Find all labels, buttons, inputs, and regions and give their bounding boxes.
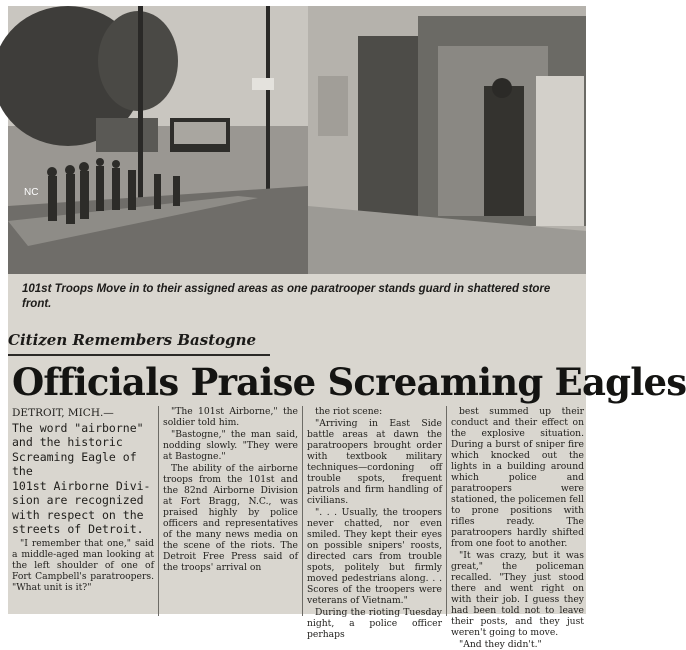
- paragraph: During the rioting Tuesday night, a police officer perhaps: [307, 607, 442, 640]
- dateline: DETROIT, MICH.—: [12, 407, 114, 419]
- kicker-underline: [8, 354, 270, 356]
- article-column-2: [163, 406, 298, 616]
- newspaper-clipping: [8, 6, 686, 650]
- article-column-4: [451, 406, 584, 650]
- news-photo: [8, 6, 586, 274]
- paragraph: "And they didn't.": [459, 639, 542, 650]
- column-divider: [302, 406, 303, 616]
- photo-caption: 101st Troops Move in to their assigned areas as one paratrooper stands guard in shattered store front.: [22, 283, 551, 310]
- kicker-heading: Citizen Remembers Bastogne: [8, 331, 257, 349]
- lead-line: Screaming Eagle of the: [12, 449, 137, 478]
- photo-marker-label: NC: [24, 187, 39, 198]
- article-column-1: [12, 406, 154, 616]
- article-column-3: [307, 406, 442, 640]
- headline: Officials Praise Screaming Eagles: [12, 360, 686, 404]
- paragraph: "It was crazy, but it was great," the policeman recalled. "They just stood there and went right on with their job. I guess they had been told not to leave their posts, and they just weren't going to move.: [451, 550, 584, 638]
- lead-line: and the historic: [12, 435, 123, 449]
- paragraph: ". . . Usually, the troopers never chatted, nor even smiled. They kept their eyes on possible snipers' roosts, directed cars from trouble spots, politely but firmly moved pedestrians along. . . Scores of the troopers were veterans of Vietnam.": [307, 507, 442, 606]
- lead-line: streets of Detroit.: [12, 522, 144, 536]
- column-divider: [446, 406, 447, 616]
- lead-line: 101st Airborne Divi-: [12, 478, 151, 493]
- paragraph: "Arriving in East Side battle areas at dawn the paratroopers brought order with textbook military techniques—cordoning off trouble spots, frequent patrols and firm handling of civilians.: [307, 418, 442, 506]
- lead-line: The word "airborne": [12, 420, 144, 435]
- paragraph: "The 101st Airborne," the soldier told him.: [163, 406, 298, 428]
- paragraph: "I remember that one," said a middle-aged man looking at the left shoulder of one of Fort Campbell's paratroopers. "What unit is it?": [12, 537, 154, 593]
- street-scene-photo: [8, 6, 586, 274]
- lead-line: sion are recognized: [12, 493, 144, 507]
- lead-line: with respect on the: [12, 507, 144, 522]
- paragraph: the riot scene:: [315, 406, 383, 417]
- column-divider: [158, 406, 159, 616]
- paragraph: best summed up their conduct and their effect on the explosive situation. During a burst of sniper fire which knocked out the lights in a building around which police and paratroopers were stationed, the policemen fell to prone positions with rifles ready. The paratroopers hardly shifted from one foot to another.: [451, 406, 584, 549]
- paragraph: "Bastogne," the man said, nodding slowly. "They were at Bastogne.": [163, 429, 298, 462]
- article-body: [8, 406, 586, 650]
- paragraph: The ability of the airborne troops from the 101st and the 82nd Airborne Division at Fort Bragg, N.C., was praised highly by police officers and representatives of the many news media on the scene of the riots. The Detroit Free Press said of the troops' arrival on: [163, 463, 298, 573]
- lead-paragraph: [12, 406, 154, 537]
